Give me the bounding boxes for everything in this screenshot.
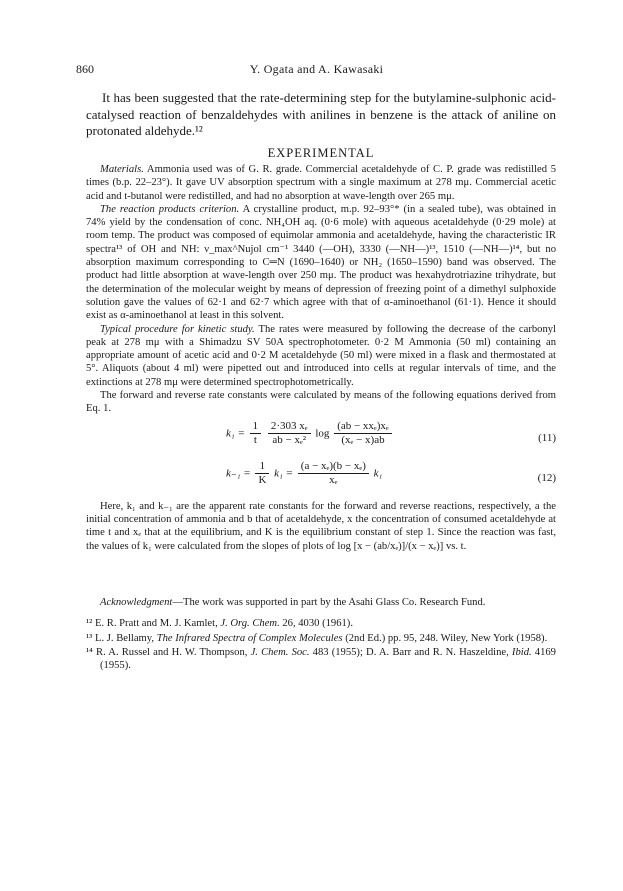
eq12-frac2: $\frac{\text{(a − xₑ)(b − xₑ)}}{\text{xₑ}}$ [298, 460, 369, 488]
reference-14: ¹⁴ R. A. Russel and H. W. Thompson, J. Chem. Soc. 483 (1955); D. A. Barr and R. N. Haszeldine, Ibid. 4169 (1955). [86, 646, 556, 672]
forward-paragraph: The forward and reverse rate constants were calculated by means of the following equations derived from Eq. 1. [86, 390, 556, 415]
materials-label: Materials. [100, 164, 144, 175]
experimental-body [86, 163, 556, 553]
criterion-paragraph [86, 203, 556, 323]
eq12-label: (12) [537, 471, 556, 484]
eq12-frac1: $\frac{1}{K}$ [255, 460, 269, 488]
eq12-mid: k₁ = [274, 466, 294, 479]
back-matter [86, 596, 556, 673]
acknowledgment-text: —The work was supported in part by the Asahi Glass Co. Research Fund. [172, 597, 486, 608]
page-number: 860 [76, 62, 94, 76]
intro-paragraph: It has been suggested that the rate-determining step for the butylamine-sulphonic acid-catalysed reaction of benzaldehydes with anilines in benzene is the attack of aniline on protonated aldehyde.¹² [86, 90, 556, 138]
reference-13: ¹³ L. J. Bellamy, The Infrared Spectra of Complex Molecules (2nd Ed.) pp. 95, 248. Wiley, New York (1958). [86, 632, 548, 644]
eq12-tail: k₁ [373, 466, 383, 479]
procedure-text: The rates were measured by following the decrease of the carbonyl peak at 278 mμ with a Shimadzu SV 50A spectrophotometer. 0·2 M Ammonia (50 ml) containing an appropriate amount of acetic acid and 0·2 M acetaldehyde (50 ml) were mixed in a flask and thermostated at 5°. Aliquots (about 4 ml) were pipetted out and introduced into cells at regular intervals of time, and the extinctions at 278 mμ were determined spectrophotometrically. [86, 323, 556, 388]
equation-11 [86, 420, 556, 460]
procedure-paragraph [86, 323, 556, 389]
equation-12 [86, 460, 556, 500]
procedure-label: Typical procedure for kinetic study. [100, 323, 255, 335]
eq11-log: log [315, 426, 330, 439]
reference-12: ¹² E. R. Pratt and M. J. Kamlet, J. Org. Chem. 26, 4030 (1961). [86, 618, 353, 630]
here-paragraph: Here, k₁ and k₋₁ are the apparent rate constants for the forward and reverse reactions, respectively, a the initial concentration of ammonia and b that of acetaldehyde, x the concentration of consumed acetaldehyde at time t and xₑ that at the equilibrium, and K is the equilibrium constant of step 1. Since the reaction was fast, the values of k₁ were calculated from the slopes of plots of log [x − (ab/xₑ)]/(x − xₑ)] vs. t. [86, 500, 556, 552]
eq11-lhs: k₁ = [226, 426, 245, 439]
acknowledgment-label: Acknowledgment [100, 597, 173, 608]
page-header [76, 62, 557, 78]
materials-text: Ammonia used was of G. R. grade. Commercial acetaldehyde of C. P. grade was redistilled 5 times (b.p. 22–23°). It gave UV absorption spectrum with a single maximum at 278 mμ. Commercial acetic acid and t-butanol were redistilled, and had no absorption at wave-length over 265 mμ. [86, 164, 556, 202]
materials-paragraph [86, 163, 556, 203]
eq11-frac3: $\frac{\text{(ab − xxₑ)xₑ}}{\text{(xₑ − x)ab}}$ [334, 420, 392, 448]
criterion-label: The reaction products criterion. [100, 203, 240, 215]
eq11-label: (11) [538, 431, 556, 444]
eq11-frac2: $\frac{\text{2·303 xₑ}}{\text{ab − xₑ²}}$ [268, 420, 311, 448]
eq11-frac1: $\frac{1}{t}$ [250, 420, 262, 448]
running-title: Y. Ogata and A. Kawasaki [249, 62, 384, 76]
acknowledgment [86, 596, 556, 609]
criterion-text: A crystalline product, m.p. 92–93°* (in a sealed tube), was obtained in 74% yield by the condensation of conc. NH₄OH aq. (0·6 mole) with aqueous acetaldehyde (0·29 mole) at room temp. The product was composed of equimolar ammonia and acetaldehyde, having the characteristic IR spectra¹³ of OH and NH: ν_max^Nujol cm⁻¹ 3440 (—OH), 3330 (—NH—)¹³, 1510 (—NH—)¹⁴, but no absorption maximum corresponding to C═N (1690–1640) or NH₂ (1650–1590) band was observed. The product had little absorption at wave-length over 250 mμ. The product was hexahydrotriazine trihydrate, but the determination of the molecular weight by means of depression of freezing point of a dimethyl sulphoxide solution gave the values of 62·1 and 62·7 which agree with that of α-aminoethanol (61·1). Hence it should exist as α-aminoethanol at least in this solvent. [86, 203, 557, 322]
section-heading: EXPERIMENTAL [267, 146, 375, 160]
eq12-lhs: k₋₁ = [226, 466, 251, 479]
